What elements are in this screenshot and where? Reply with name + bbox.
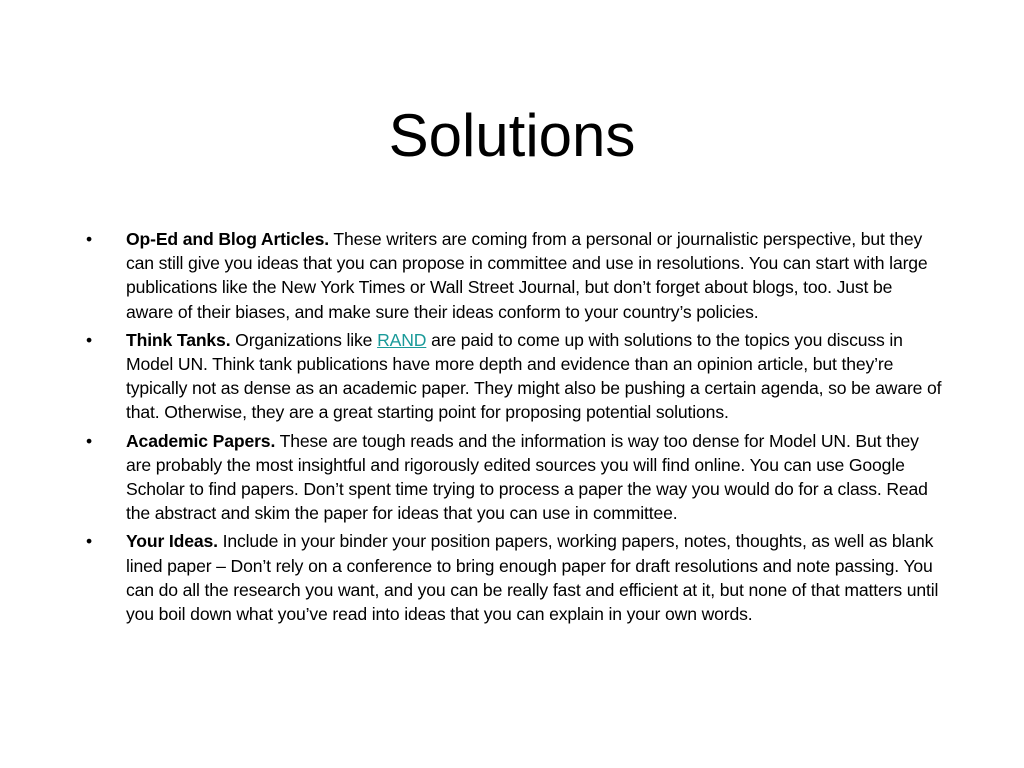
bullet-list — [84, 227, 944, 630]
bullet-lead: Your Ideas. — [126, 531, 218, 552]
bullet-icon: • — [86, 329, 93, 350]
bullet-item-think-tanks — [84, 328, 944, 425]
bullet-text-prefix: Organizations like — [230, 329, 378, 350]
bullet-icon: • — [86, 229, 93, 249]
bullet-item-your-ideas — [84, 529, 944, 626]
slide-title: Solutions — [388, 102, 636, 169]
bullet-text: are paid to come up with solutions to the topics you discuss in Model UN. Think tank publications have more depth and evidence than an opinion article, but they’re typically not as dense as an academic paper. They might also be pushing a certain agenda, so be aware of that. Otherwise, they are a great starting point for proposing potential solutions. — [126, 329, 942, 423]
bullet-icon: • — [86, 531, 93, 552]
rand-link[interactable]: RAND — [377, 329, 427, 350]
bullet-text: Include in your binder your position papers, working papers, notes, thoughts, as well as blank lined paper – Don’t rely on a conference to bring enough paper for draft resolutions and note passing. You can do all the research you want, and you can be really fast and efficient at it, but none of that matters until you boil down what you’ve read into ideas that you can explain in your own words. — [126, 531, 939, 625]
bullet-icon: • — [86, 430, 93, 451]
bullet-item-academic-papers — [84, 429, 944, 526]
bullet-text: These are tough reads and the information is way too dense for Model UN. But they are probably the most insightful and rigorously edited sources you will find online. You can use Google Scholar to find papers. Don’t spent time trying to process a paper the way you would do for a class. Read the abstract and skim the paper for ideas that you can use in committee. — [126, 430, 928, 524]
bullet-item-op-ed — [84, 227, 944, 324]
bullet-text: These writers are coming from a personal or journalistic perspective, but they can still give you ideas that you can propose in committee and use in resolutions. You can start with large publications like the New York Times or Wall Street Journal, but don’t forget about blogs, too. Just be aware of their biases, and make sure their ideas conform to your country’s policies. — [126, 229, 928, 322]
bullet-lead: Op-Ed and Blog Articles. — [126, 229, 329, 249]
bullet-lead: Academic Papers. — [126, 430, 276, 451]
bullet-lead: Think Tanks. — [126, 329, 231, 350]
